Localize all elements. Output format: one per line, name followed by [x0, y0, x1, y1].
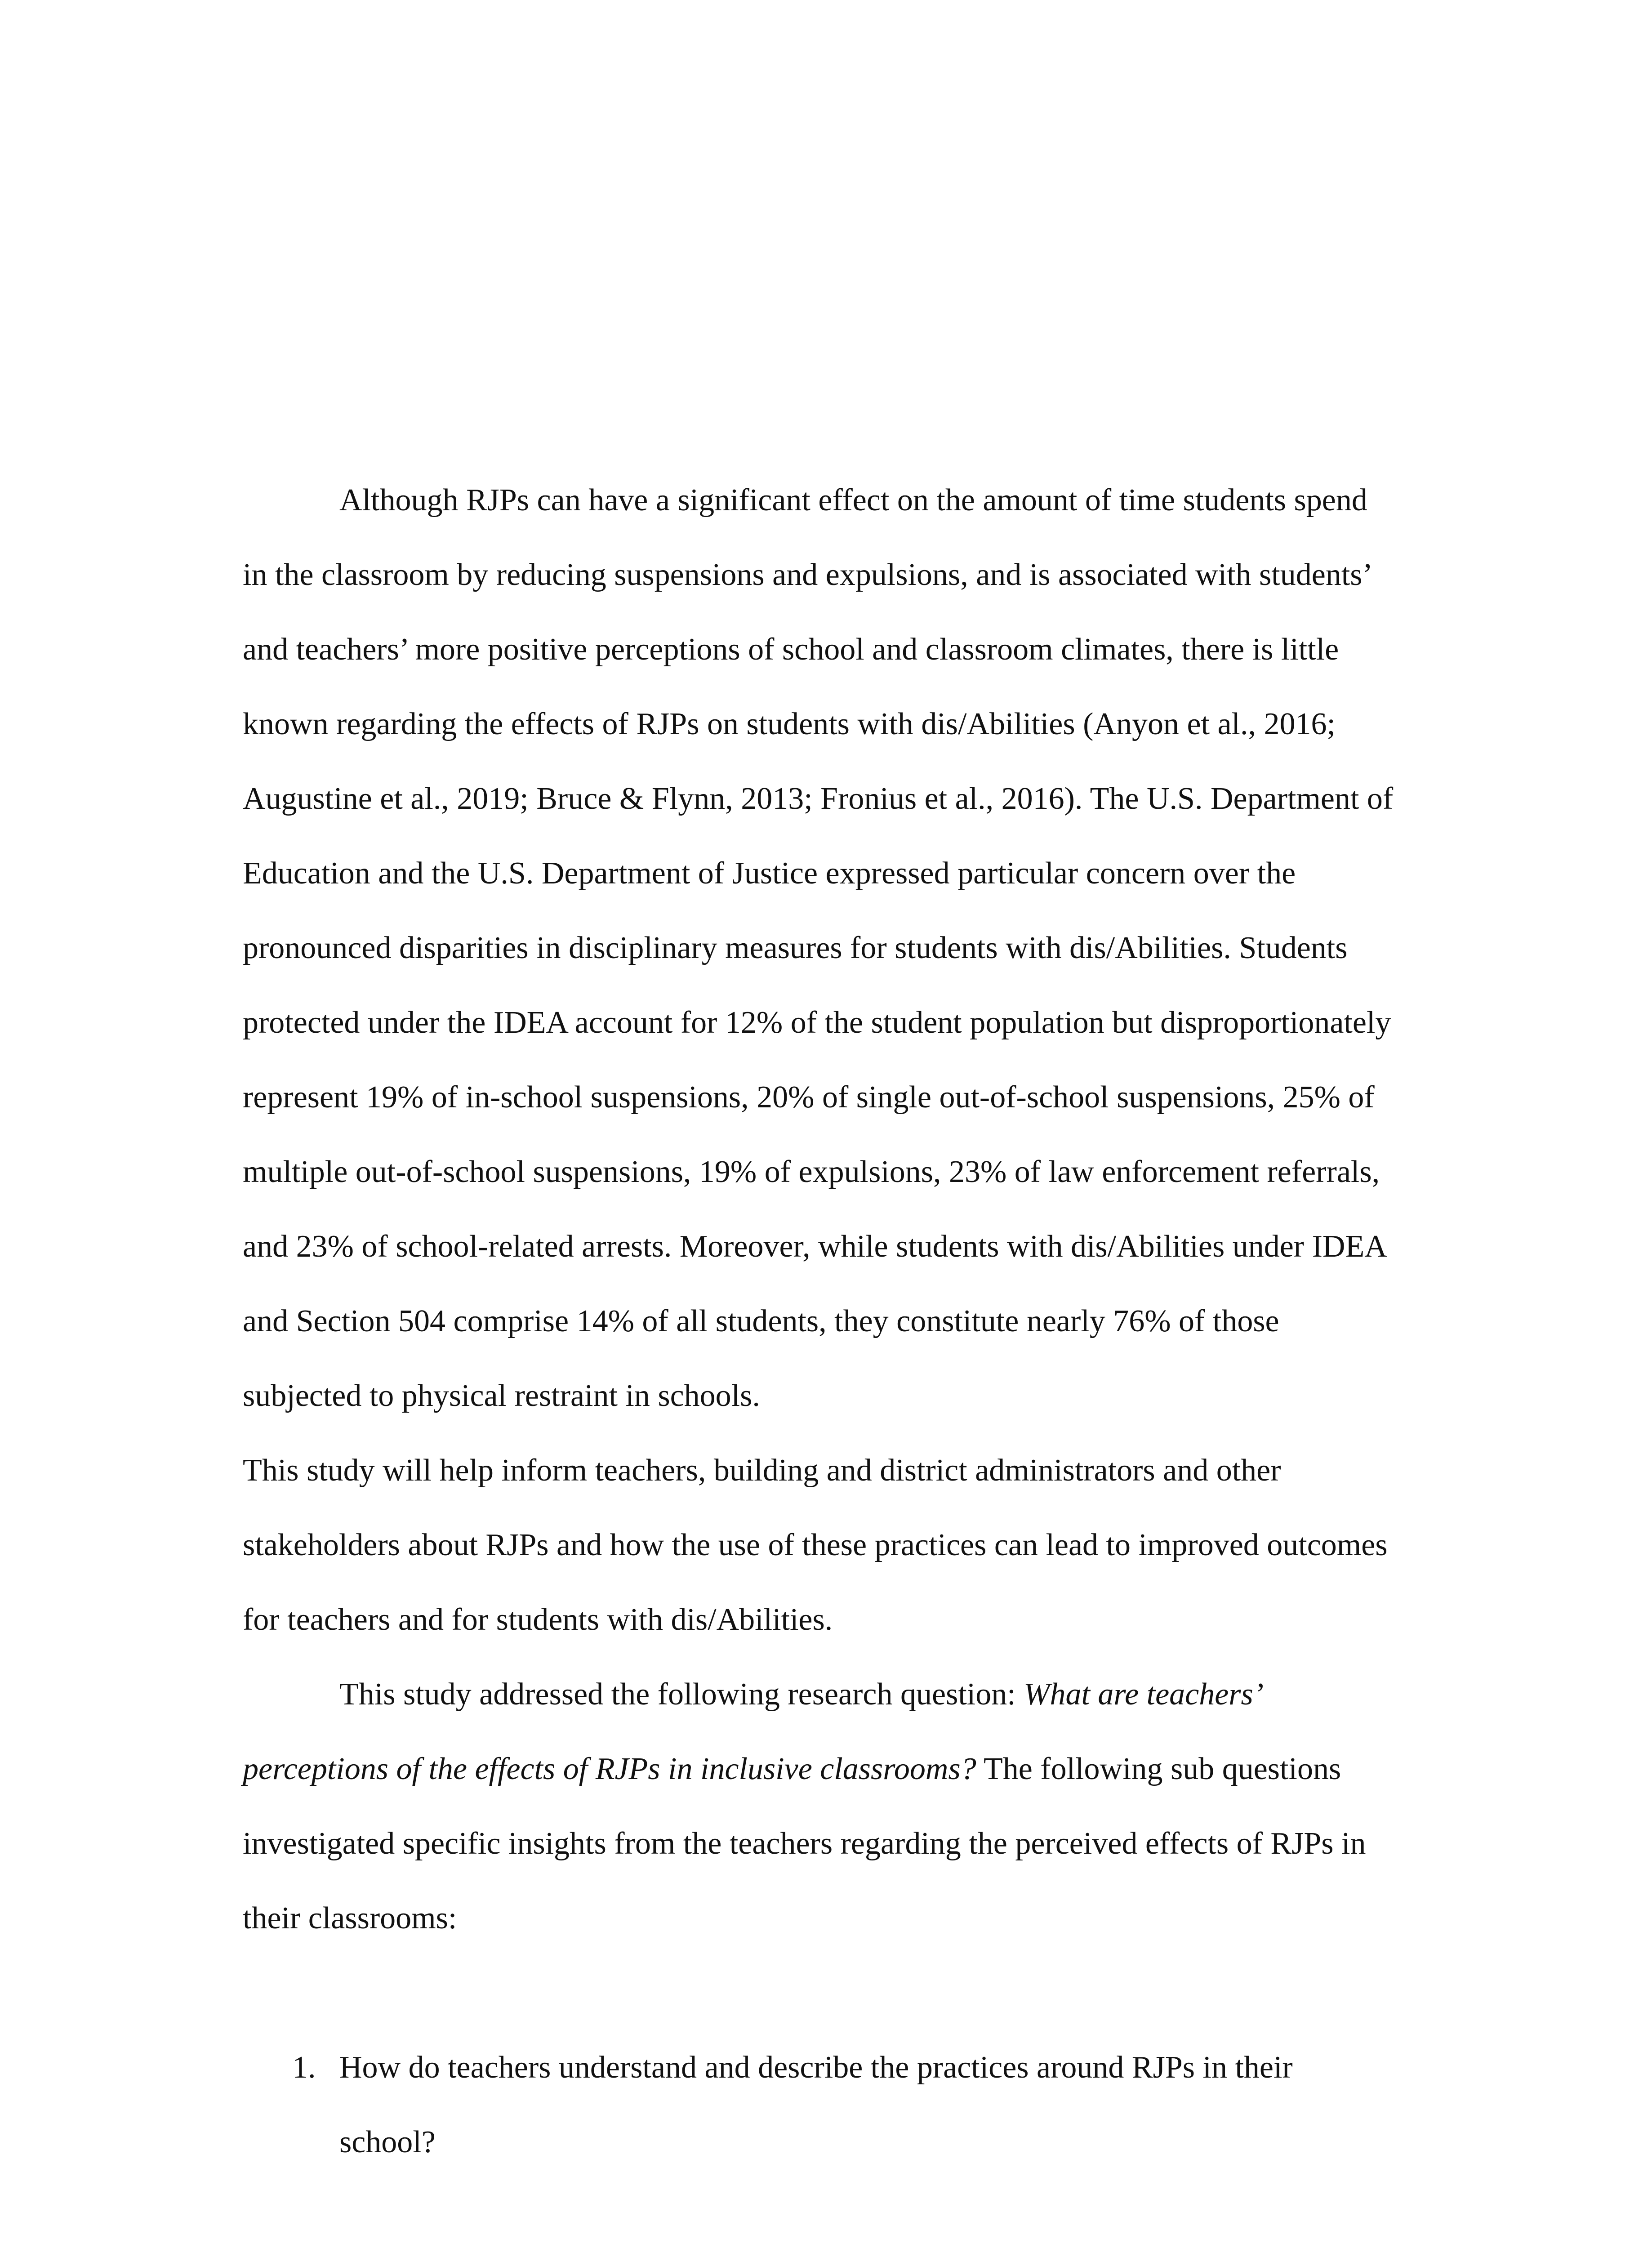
paragraph-research-question	[243, 1657, 1394, 1956]
research-question-italic: What are teachers’ perceptions of the effects of RJPs in inclusive classrooms?	[243, 1677, 1260, 1786]
body-text	[243, 463, 1394, 2180]
list-item-text: How do teachers understand and describe the practices around RJPs in their school?	[339, 2050, 1293, 2159]
list-item-number: 1.	[292, 2050, 316, 2085]
paragraph-study-purpose: This study will help inform teachers, building and district administrators and other stakeholders about RJPs and how the use of these practices can lead to improved outcomes for teachers and for students with dis/Abilities.	[243, 1453, 1388, 1637]
research-question-intro: This study addressed the following research question:	[339, 1677, 1024, 1712]
research-question-rest: The following sub questions investigated specific insights from the teachers regarding the perceived effects of RJPs in their classrooms:	[243, 1752, 1366, 1936]
sub-question-list	[243, 2030, 1394, 2180]
paragraph-rjp-effects: Although RJPs can have a significant effect on the amount of time students spend in the classroom by reducing suspensions and expulsions, and is associated with students’ and teachers’ more positive perceptions of school and classroom climates, there is little known regarding the effects of RJPs on students with dis/Abilities (Anyon et al., 2016; Augustine et al., 2019; Bruce & Flynn, 2013; Fronius et al., 2016). The U.S. Department of Education and the U.S. Department of Justice expressed particular concern over the pronounced disparities in disciplinary measures for students with dis/Abilities. Students protected under the IDEA account for 12% of the student population but disproportionately represent 19% of in-school suspensions, 20% of single out-of-school suspensions, 25% of multiple out-of-school suspensions, 19% of expulsions, 23% of law enforcement referrals, and 23% of school-related arrests. Moreover, while students with dis/Abilities under IDEA and Section 504 comprise 14% of all students, they constitute nearly 76% of those subjected to physical restraint in schools.	[243, 483, 1394, 1413]
